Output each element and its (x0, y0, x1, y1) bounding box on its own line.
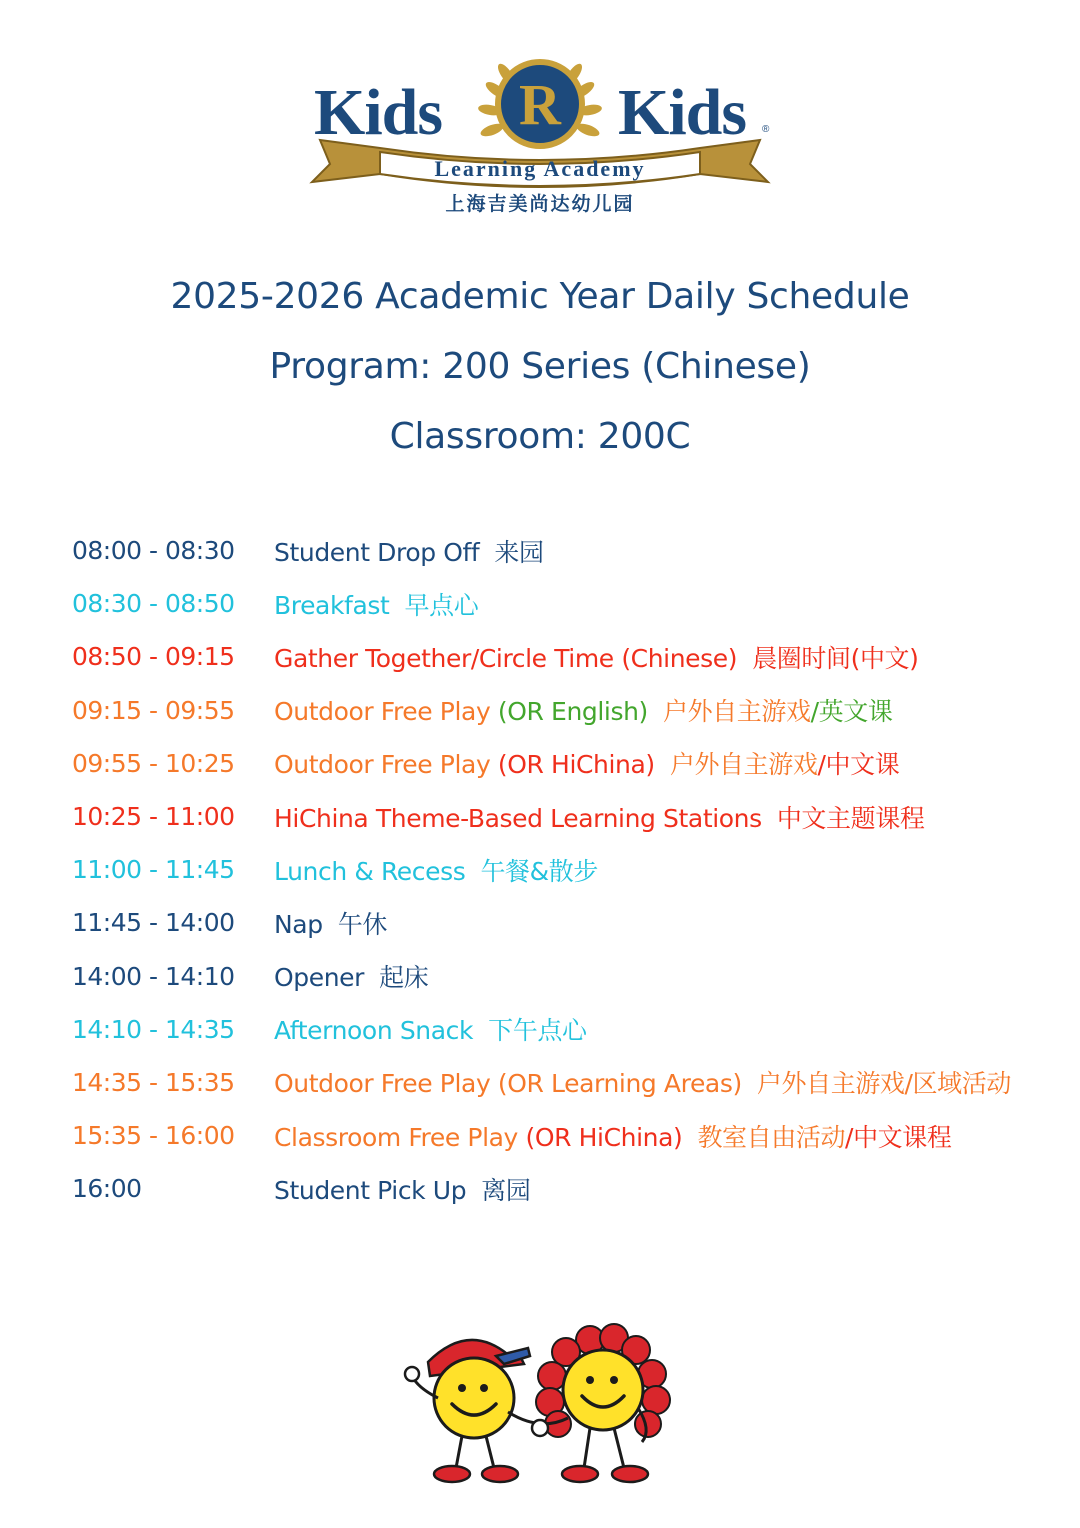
activity-text-segment: Student Drop Off 来园 (274, 537, 544, 567)
daily-schedule-list (72, 524, 1062, 1215)
schedule-row (72, 737, 1062, 790)
activity-text-segment: Outdoor Free Play (274, 697, 498, 727)
activity-text-segment: HiChina Theme-Based Learning Stations 中文主题课程 (274, 803, 925, 833)
activity-text-segment: Lunch & Recess 午餐&散步 (274, 856, 598, 886)
schedule-time: 15:35 - 16:00 (72, 1121, 235, 1151)
schedule-time: 08:50 - 09:15 (72, 642, 235, 672)
schedule-activity (274, 958, 428, 994)
schedule-titles (0, 262, 1080, 472)
schedule-row (72, 843, 1062, 896)
schedule-activity (274, 1064, 1011, 1100)
schedule-activity (274, 745, 899, 781)
schedule-activity (274, 533, 544, 569)
mascot-illustration (400, 1318, 680, 1486)
activity-text-segment: Opener 起床 (274, 963, 429, 993)
logo-center-letter: R (519, 72, 561, 137)
schedule-row (72, 1003, 1062, 1056)
activity-text-segment: /中文课程 (845, 1122, 952, 1152)
schedule-row (72, 1109, 1062, 1162)
schedule-time: 08:30 - 08:50 (72, 589, 235, 619)
activity-text-segment: Breakfast 早点心 (274, 590, 479, 620)
activity-text-segment: 户外自主游戏 (662, 697, 811, 727)
schedule-row (72, 577, 1062, 630)
activity-text-segment: /中文课 (817, 750, 900, 780)
activity-text-segment: Gather Together/Circle Time (Chinese) 晨圈时间(中文) (274, 643, 919, 673)
schedule-row (72, 684, 1062, 737)
title-classroom: Classroom: 200C (389, 416, 691, 457)
activity-text-segment: /英文课 (810, 697, 893, 727)
schedule-activity (274, 1011, 587, 1047)
schedule-activity (274, 905, 387, 941)
schedule-activity (274, 586, 478, 622)
schedule-activity (274, 639, 919, 675)
activity-text-segment: 户外自主游戏 (669, 750, 818, 780)
activity-text-segment: Nap 午休 (274, 909, 387, 939)
activity-text-segment: Outdoor Free Play (OR Learning Areas) 户外自主游戏/区域活动 (274, 1069, 1011, 1099)
schedule-row (72, 950, 1062, 1003)
schedule-row (72, 1056, 1062, 1109)
activity-text-segment: Outdoor Free Play (274, 750, 498, 780)
schedule-row (72, 630, 1062, 683)
schedule-time: 11:00 - 11:45 (72, 855, 235, 885)
logo-chinese-name: 上海吉美尚达幼儿园 (445, 194, 635, 215)
schedule-time: 09:55 - 10:25 (72, 748, 235, 778)
kids-r-kids-logo (300, 52, 780, 222)
schedule-activity (274, 1171, 530, 1207)
activity-text-segment: Student Pick Up 离园 (274, 1175, 531, 1205)
schedule-row (72, 1162, 1062, 1215)
schedule-time: 14:00 - 14:10 (72, 961, 235, 991)
smiley-kids-mascot-icon (400, 1318, 680, 1486)
schedule-row (72, 896, 1062, 949)
schedule-time: 08:00 - 08:30 (72, 536, 235, 566)
schedule-activity (274, 799, 924, 835)
activity-text-segment: (OR HiChina) (497, 750, 670, 780)
activity-text-segment: Classroom Free Play (274, 1122, 526, 1152)
schedule-time: 14:35 - 15:35 (72, 1067, 235, 1097)
registered-mark: ® (762, 124, 770, 135)
activity-text-segment: (OR HiChina) (525, 1122, 698, 1152)
logo-right-word: Kids (618, 76, 747, 149)
schedule-activity (274, 1118, 951, 1154)
logo-left-word: Kids (314, 76, 443, 149)
schedule-time: 16:00 (72, 1174, 142, 1204)
title-program: Program: 200 Series (Chinese) (269, 346, 811, 387)
activity-text-segment: 教室自由活动 (697, 1122, 846, 1152)
schedule-activity (274, 852, 598, 888)
schedule-activity (274, 692, 892, 728)
title-academic-year: 2025-2026 Academic Year Daily Schedule (170, 276, 910, 317)
activity-text-segment: (OR English) (497, 697, 663, 727)
logo-graphic (300, 52, 780, 222)
schedule-time: 11:45 - 14:00 (72, 908, 235, 938)
logo-banner-text: Learning Academy (434, 156, 646, 181)
activity-text-segment: Afternoon Snack 下午点心 (274, 1016, 587, 1046)
schedule-row (72, 790, 1062, 843)
schedule-row (72, 524, 1062, 577)
schedule-time: 14:10 - 14:35 (72, 1014, 235, 1044)
schedule-time: 09:15 - 09:55 (72, 695, 235, 725)
schedule-time: 10:25 - 11:00 (72, 802, 235, 832)
